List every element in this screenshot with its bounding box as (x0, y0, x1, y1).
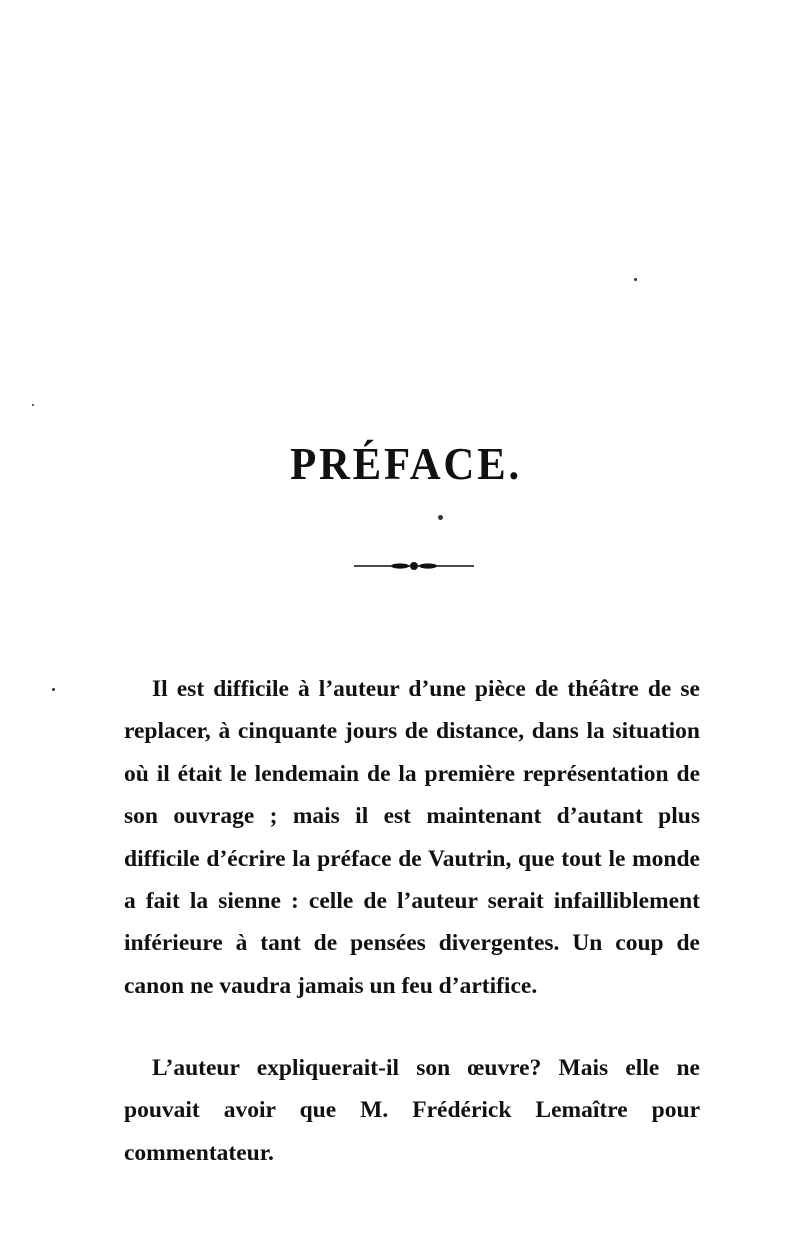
page-title: PRÉFACE. (290, 438, 522, 489)
print-speck (438, 515, 443, 520)
paragraph-2: L’auteur expliquerait-il son œuvre? Mais elle ne pouvait avoir que M. Frédérick Lemaître pour commentateur. (124, 1055, 700, 1166)
paragraph-1: Il est difficile à l’auteur d’une pièce de théâtre de se replacer, à cinquante jours de distance, dans la situation où il était le lendemain de la première représentation de son ouvrage ; mais il est maintenant d’autant plus difficile d’écrire la préface de Vautrin, que tout le monde a fait la sienne : celle de l’auteur serait infailliblement inférieure à tant de pensées divergentes. Un coup de canon ne vaudra jamais un feu d’artifice. (124, 676, 700, 999)
print-speck (634, 278, 637, 281)
ornament-divider (352, 556, 476, 576)
print-speck (32, 404, 34, 406)
print-speck (52, 688, 55, 691)
